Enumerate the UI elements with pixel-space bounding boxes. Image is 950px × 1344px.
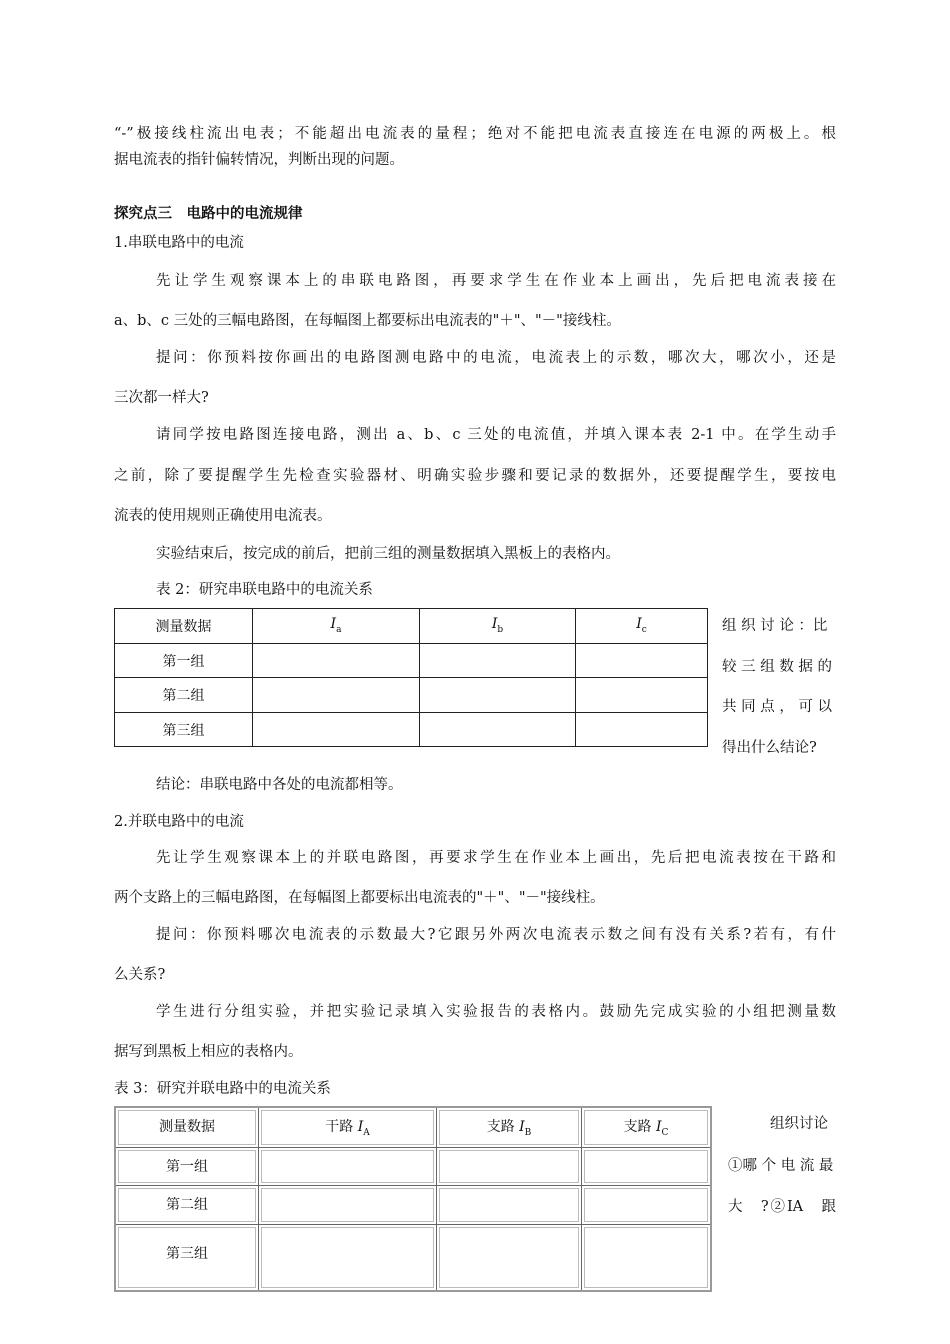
table-2-cell [576,678,708,712]
paragraph-3-line-3: 流表的使用规则正确使用电流表。 [114,508,332,524]
table-2-cell [420,644,576,678]
paragraph-3-line-1: 请同学按电路图连接电路，测出 a、b、c 三处的电流值，并填入课本表 2-1 中。在学生动手 [156,427,836,443]
side-note-2-line: 大 ?②IA 跟 [728,1199,836,1215]
side-note-1-line: 得出什么结论? [722,740,817,756]
side-note-2-line: 组织讨论 [770,1116,828,1132]
table-3-cell [437,1224,582,1291]
table-3-caption: 表 3：研究并联电路中的电流关系 [114,1081,331,1097]
table-2-cell [420,712,576,746]
current-subscript: B [524,1127,532,1138]
current-symbol: I [357,1119,364,1135]
table-2 [114,608,708,747]
table-3-header-cell [259,1107,437,1147]
table-3-cell [582,1186,712,1224]
table-2-cell [576,712,708,746]
side-note-1-line: 较 三 组 数 据 的 [722,659,833,675]
header-label: 支路 [486,1119,515,1135]
paragraph-2-line-1: 提问：你预料按你画出的电路图测电路中的电流，电流表上的示数，哪次大，哪次小，还是 [156,350,836,366]
table-3-cell [437,1186,582,1224]
table-3-cell [259,1147,437,1185]
current-symbol: I [330,616,337,632]
current-subscript: A [363,1127,370,1138]
subheading-series: 1.串联电路中的电流 [114,235,244,251]
intro-line-1: “-”极接线柱流出电表；不能超出电流表的量程；绝对不能把电流表直接连在电源的两极上。根 [114,126,836,142]
header-label: 支路 [623,1119,652,1135]
current-subscript: a [336,624,342,635]
table-3-row-label: 第二组 [115,1186,259,1224]
table-3-row-label: 第一组 [115,1147,259,1185]
table-2-cell [576,644,708,678]
paragraph-3-line-2: 之前，除了要提醒学生先检查实验器材、明确实验步骤和要记录的数据外，还要提醒学生，要按电 [114,468,836,484]
paragraph-5-line-1: 先让学生观察课本上的并联电路图，再要求学生在作业本上画出，先后把电流表按在干路和 [156,850,836,866]
table-3-cell [259,1186,437,1224]
table-3-cell [582,1147,712,1185]
table-2-header-cell [420,609,576,644]
table-3-row-label: 第三组 [115,1224,259,1291]
table-3-header-cell [582,1107,712,1147]
side-note-1-line: 共 同 点 ， 可 以 [722,699,833,715]
paragraph-5-line-2: 两个支路上的三幅电路图，在每幅图上都要标出电流表的"＋"、"－"接线柱。 [114,890,605,906]
current-symbol: I [636,616,642,632]
table-2-header-cell [576,609,708,644]
paragraph-6-line-2: 么关系? [114,967,166,983]
table-3-cell [259,1224,437,1291]
table-2-cell [253,644,420,678]
paragraph-2-line-2: 三次都一样大? [114,390,209,406]
current-subscript: c [641,624,647,635]
paragraph-6-line-1: 提问：你预料哪次电流表的示数最大?它跟另外两次电流表示数之间有没有关系?若有，有什 [156,927,836,943]
intro-line-2: 据电流表的指针偏转情况，判断出现的问题。 [114,152,404,168]
section-title: 探究点三 电路中的电流规律 [114,205,303,222]
table-2-row-label: 第一组 [115,644,253,678]
header-label: 干路 [325,1119,354,1135]
table-3-cell [437,1147,582,1185]
table-2-cell [253,678,420,712]
table-2-cell [253,712,420,746]
paragraph-1-line-1: 先让学生观察课本上的串联电路图，再要求学生在作业本上画出，先后把电流表接在 [156,273,836,289]
current-symbol: I [491,616,498,632]
table-2-row-label: 第三组 [115,712,253,746]
table-3 [114,1106,712,1292]
current-subscript: C [661,1127,669,1138]
conclusion: 结论：串联电路中各处的电流都相等。 [156,777,403,793]
table-2-header-cell [253,609,420,644]
paragraph-1-line-2: a、b、c 三处的三幅电路图，在每幅图上都要标出电流表的"＋"、"－"接线柱。 [114,313,621,329]
current-subscript: b [497,624,504,635]
current-symbol: I [519,1119,525,1135]
table-3-header-cell: 测量数据 [115,1107,259,1147]
table-3-header-cell [437,1107,582,1147]
table-2-header-cell: 测量数据 [115,609,253,644]
side-note-1-line: 组 织 讨 论 ：比 [722,618,828,634]
paragraph-7-line-1: 学生进行分组实验，并把实验记录填入实验报告的表格内。鼓励先完成实验的小组把测量数 [156,1004,836,1020]
paragraph-4: 实验结束后，按完成的前后，把前三组的测量数据填入黑板上的表格内。 [156,546,620,562]
subheading-parallel: 2.并联电路中的电流 [114,814,244,830]
current-symbol: I [656,1119,662,1135]
paragraph-7-line-2: 据写到黑板上相应的表格内。 [114,1044,303,1060]
table-3-cell [582,1224,712,1291]
table-2-cell [420,678,576,712]
table-2-row-label: 第二组 [115,678,253,712]
table-2-caption: 表 2：研究串联电路中的电流关系 [156,582,373,598]
side-note-2-line: ①哪 个 电 流 最 [728,1158,834,1174]
